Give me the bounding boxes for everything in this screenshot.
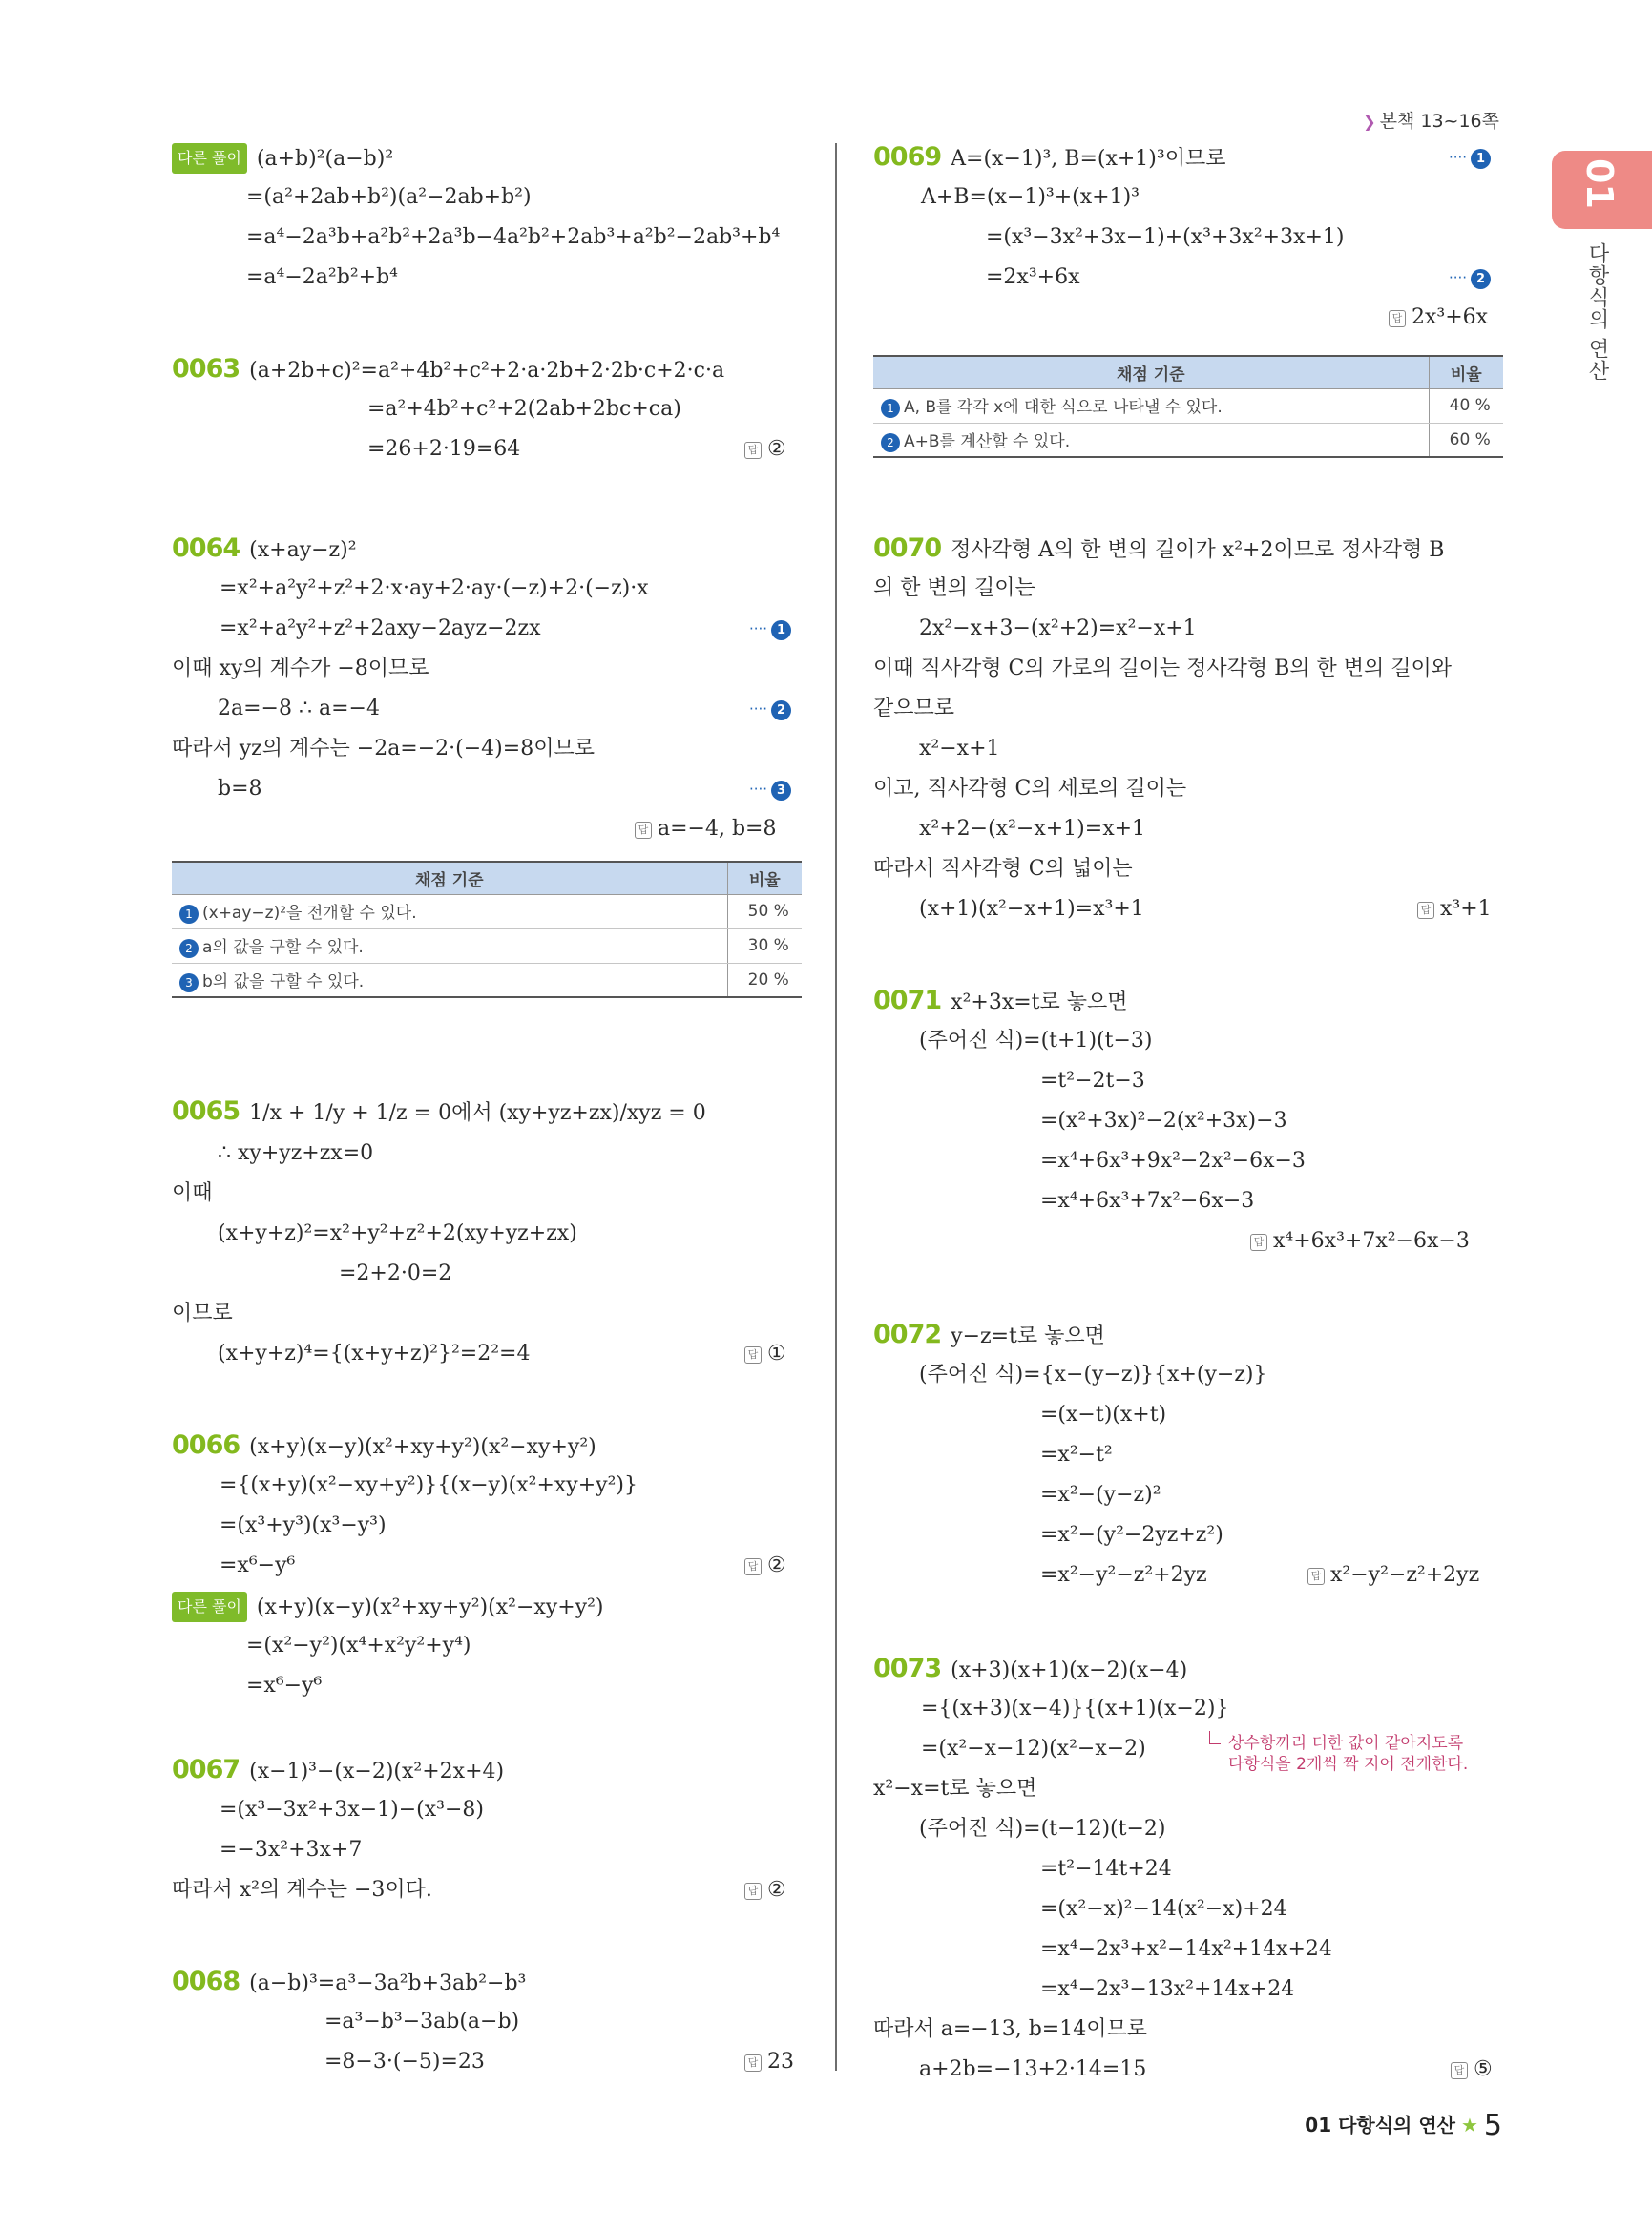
solution-line	[1040, 1561, 1207, 1590]
math-text: A=(x−1)³, B=(x+1)³이므로	[951, 147, 1226, 171]
math-text: (a+2b+c)²=a²+4b²+c²+2·a·2b+2·2b·c+2·c·a	[249, 359, 725, 383]
table-row	[873, 388, 1503, 423]
solution-line	[921, 1695, 1228, 1723]
math-text: (a+b)²(a−b)²	[256, 147, 394, 171]
solution-line	[220, 1471, 638, 1500]
solution-line	[873, 775, 1186, 803]
math-text: =x⁶−y⁶	[220, 1553, 296, 1577]
math-text: =t²−14t+24	[1040, 1857, 1172, 1881]
solution-line	[919, 735, 1000, 763]
math-text: x²+3x=t로 놓으면	[951, 990, 1128, 1014]
problem-line	[873, 1321, 1105, 1351]
answer-icon: 답	[744, 1558, 762, 1575]
answer-value: x²−y²−z²+2yz	[1330, 1563, 1480, 1587]
answer	[744, 1876, 786, 1905]
grading-table-0064	[172, 861, 802, 998]
answer	[744, 1552, 786, 1580]
problem-number: 0071	[873, 986, 942, 1015]
grading-criterion: a의 값을 구할 수 있다.	[202, 938, 364, 957]
solution-line	[218, 695, 380, 723]
answer-value: x⁴+6x³+7x²−6x−3	[1273, 1229, 1470, 1253]
answer-value: ②	[767, 1553, 786, 1577]
problem-number: 0064	[172, 533, 240, 563]
solution-line	[218, 775, 262, 803]
math-text: 따라서 a=−13, b=14이므로	[873, 2017, 1147, 2041]
ratio-header: 비율	[727, 862, 802, 894]
math-text: =(x³+y³)(x³−y³)	[220, 1513, 387, 1537]
step-dots: ····	[1449, 269, 1468, 286]
math-text: (x+3)(x+1)(x−2)(x−4)	[951, 1658, 1188, 1682]
alt-solution-line	[172, 1592, 603, 1622]
step-dots: ····	[749, 700, 768, 718]
math-text: =t²−2t−3	[1040, 1069, 1145, 1093]
math-text: (x+y+z)⁴={(x+y+z)²}²=2²=4	[218, 1342, 531, 1366]
math-text: (x+y+z)²=x²+y²+z²+2(xy+yz+zx)	[218, 1221, 577, 1245]
problem-number: 0063	[172, 354, 240, 384]
problem-line	[873, 987, 1128, 1017]
problem-line	[873, 1655, 1187, 1685]
math-text: (주어진 식)=(t+1)(t−3)	[919, 1029, 1153, 1053]
solution-line	[220, 1552, 295, 1580]
math-text: 이때 xy의 계수가 −8이므로	[172, 657, 429, 680]
math-text: =x⁴−2x³+x²−14x²+14x+24	[1040, 1937, 1332, 1961]
problem-number: 0073	[873, 1654, 942, 1683]
solution-line	[172, 1876, 432, 1905]
grading-criterion: (x+ay−z)²을 전개할 수 있다.	[202, 904, 417, 923]
grading-criterion: b의 값을 구할 수 있다.	[202, 971, 365, 991]
answer-value: ②	[767, 1878, 786, 1902]
math-text: (x+1)(x²−x+1)=x³+1	[919, 897, 1144, 921]
math-text: (x−1)³−(x−2)(x²+2x+4)	[249, 1760, 505, 1783]
star-icon: ★	[1460, 2114, 1478, 2137]
column-divider	[835, 143, 837, 2071]
math-text: 1/x + 1/y + 1/z = 0에서 (xy+yz+zx)/xyz = 0	[249, 1101, 706, 1125]
solution-line	[1040, 1401, 1166, 1429]
solution-line	[246, 223, 780, 252]
answer-value: a=−4, b=8	[658, 817, 777, 841]
page-footer	[1305, 2109, 1502, 2142]
solution-line	[986, 223, 1345, 252]
math-text: 이때	[172, 1181, 213, 1205]
step-1-icon: 1	[179, 905, 199, 924]
grading-ratio: 30 %	[727, 928, 802, 963]
solution-line	[246, 183, 532, 212]
math-text: =a⁴−2a²b²+b⁴	[246, 265, 398, 289]
answer-icon: 답	[1250, 1234, 1267, 1251]
math-text: =2+2·0=2	[339, 1261, 452, 1285]
solution-line	[1040, 1481, 1161, 1510]
math-text: =2x³+6x	[986, 265, 1080, 289]
table-row	[172, 894, 802, 928]
problem-line	[873, 534, 1444, 565]
step-2-icon: 2	[771, 700, 791, 720]
problem-number: 0072	[873, 1320, 942, 1349]
math-text: =(x³−3x²+3x−1)−(x³−8)	[220, 1798, 485, 1822]
footer-chapter: 01 다항식의 연산	[1305, 2114, 1455, 2137]
answer-value: 23	[767, 2050, 794, 2074]
page-number: 5	[1483, 2109, 1502, 2142]
solution-line	[919, 815, 1145, 844]
grading-header: 채점 기준	[873, 356, 1429, 388]
math-text: =(x−t)(x+t)	[1040, 1403, 1167, 1427]
math-text: (x+ay−z)²	[249, 538, 357, 562]
solution-line	[172, 1179, 213, 1208]
math-text: =(x³−3x²+3x−1)+(x³+3x²+3x+1)	[986, 225, 1345, 249]
solution-line	[367, 435, 520, 464]
problem-number: 0069	[873, 142, 942, 172]
problem-line	[172, 1756, 504, 1786]
table-row	[172, 928, 802, 963]
alt-solution-tag: 다른 풀이	[172, 143, 247, 174]
problem-line	[873, 143, 1225, 174]
math-text: 정사각형 A의 한 변의 길이가 x²+2이므로 정사각형 B	[951, 538, 1445, 562]
math-text: =(x²−y²)(x⁴+x²y²+y⁴)	[246, 1634, 471, 1658]
math-text: x²−x=t로 놓으면	[873, 1777, 1037, 1801]
answer-icon: 답	[1389, 310, 1406, 327]
math-text: =x²−(y−z)²	[1040, 1483, 1161, 1507]
step-2-icon: 2	[179, 939, 199, 958]
math-text: 이고, 직사각형 C의 세로의 길이는	[873, 777, 1187, 801]
solution-line	[339, 1260, 451, 1288]
ratio-header: 비율	[1429, 356, 1503, 388]
grading-criterion: A, B를 각각 x에 대한 식으로 나타낼 수 있다.	[904, 398, 1223, 417]
solution-line	[220, 615, 541, 643]
grading-ratio: 50 %	[727, 894, 802, 928]
step-1-icon: 1	[771, 620, 791, 640]
math-text: =x²+a²y²+z²+2·x·ay+2·ay·(−z)+2·(−z)·x	[220, 576, 649, 600]
solution-line	[246, 263, 398, 292]
answer-value: 2x³+6x	[1412, 305, 1489, 329]
solution-line	[246, 1672, 322, 1700]
math-text: =a²+4b²+c²+2(2ab+2bc+ca)	[367, 397, 681, 421]
math-text: x²−x+1	[919, 737, 1000, 761]
step-3-icon: 3	[771, 781, 791, 801]
solution-line	[1040, 1935, 1332, 1964]
answer-icon: 답	[744, 1883, 762, 1900]
grading-ratio: 20 %	[727, 963, 802, 997]
solution-line	[919, 1027, 1152, 1055]
math-text: a+2b=−13+2·14=15	[919, 2057, 1147, 2081]
problem-number: 0065	[172, 1096, 240, 1126]
math-text: ={(x+y)(x²−xy+y²)}{(x−y)(x²+xy+y²)}	[220, 1473, 638, 1497]
solution-line	[921, 1735, 1146, 1763]
grading-table-0069	[873, 355, 1503, 458]
math-text: A+B=(x−1)³+(x+1)³	[921, 185, 1140, 209]
note-bracket	[1209, 1731, 1221, 1744]
answer-icon: 답	[1307, 1568, 1325, 1585]
solution-line	[218, 1139, 373, 1168]
answer-icon: 답	[635, 822, 652, 839]
solution-line	[218, 1340, 531, 1368]
grading-header: 채점 기준	[172, 862, 727, 894]
step-dots: ····	[749, 620, 768, 637]
math-text: =a³−b³−3ab(a−b)	[324, 2010, 520, 2033]
math-text: 같으므로	[873, 697, 955, 720]
math-text: (x+y)(x−y)(x²+xy+y²)(x²−xy+y²)	[249, 1435, 596, 1459]
math-text: =26+2·19=64	[367, 437, 521, 461]
solution-line	[1040, 1975, 1294, 2004]
chapter-title-vertical: 다항식의 연산	[1585, 242, 1609, 382]
math-text: =x⁶−y⁶	[246, 1674, 323, 1698]
solution-line	[873, 2015, 1147, 2044]
problem-line	[172, 1097, 706, 1128]
grading-criterion: A+B를 계산할 수 있다.	[904, 431, 1071, 451]
note-0073: 상수항끼리 더한 값이 같아지도록 다항식을 2개씩 짝 지어 전개한다.	[1228, 1734, 1469, 1774]
solution-line	[1040, 1187, 1254, 1216]
math-text: =8−3·(−5)=23	[324, 2050, 485, 2074]
math-text: 따라서 yz의 계수는 −2a=−2·(−4)=8이므로	[172, 737, 595, 761]
answer	[635, 815, 776, 844]
solution-line	[367, 395, 681, 424]
solution-line	[873, 855, 1133, 884]
step-marker	[1449, 143, 1491, 172]
math-text: 따라서 직사각형 C의 넓이는	[873, 857, 1133, 881]
solution-line	[1040, 1521, 1223, 1550]
answer	[1250, 1227, 1470, 1256]
step-1-icon: 1	[881, 399, 900, 418]
math-text: =x⁴−2x³−13x²+14x+24	[1040, 1977, 1295, 2001]
book-page-reference: ❯ 본책 13~16쪽	[1363, 111, 1499, 132]
solution-line	[220, 1512, 387, 1540]
answer-icon: 답	[744, 1346, 762, 1364]
problem-number: 0067	[172, 1755, 240, 1784]
math-text: (x+y)(x−y)(x²+xy+y²)(x²−xy+y²)	[256, 1595, 604, 1619]
solution-line	[921, 183, 1140, 212]
alt-solution-line	[172, 143, 393, 174]
answer-value: ①	[767, 1342, 786, 1366]
math-text: =x²+a²y²+z²+2axy−2ayz−2zx	[220, 616, 541, 640]
solution-line	[919, 1815, 1165, 1844]
solution-line	[919, 2055, 1146, 2084]
solution-line	[873, 695, 954, 723]
solution-line	[172, 655, 429, 683]
math-text: ∴ xy+yz+zx=0	[218, 1141, 374, 1165]
problem-line	[172, 534, 357, 565]
solution-line	[324, 2048, 485, 2076]
answer-value: ②	[767, 437, 786, 461]
solution-line	[172, 1300, 233, 1328]
solution-line	[873, 574, 1035, 603]
math-text: =−3x²+3x+7	[220, 1838, 363, 1862]
math-text: 2x²−x+3−(x²+2)=x²−x+1	[919, 616, 1197, 640]
solution-line	[218, 1220, 577, 1248]
answer	[744, 2048, 794, 2076]
math-text: =(x²−x)²−14(x²−x)+24	[1040, 1897, 1287, 1921]
math-text: y−z=t로 놓으면	[951, 1324, 1105, 1348]
solution-line	[873, 1775, 1036, 1804]
math-text: =x²−(y²−2yz+z²)	[1040, 1523, 1223, 1547]
chevron-right-icon: ❯	[1363, 113, 1376, 131]
solution-line	[220, 574, 649, 603]
solution-line	[919, 895, 1144, 924]
alt-solution-tag: 다른 풀이	[172, 1592, 247, 1622]
answer-icon: 답	[1451, 2062, 1468, 2079]
math-text: ={(x+3)(x−4)}{(x+1)(x−2)}	[921, 1697, 1229, 1720]
step-3-icon: 3	[179, 973, 199, 992]
math-text: =x⁴+6x³+9x²−2x²−6x−3	[1040, 1149, 1306, 1173]
solution-line	[1040, 1895, 1287, 1924]
step-marker	[1449, 263, 1491, 292]
math-text: x²+2−(x²−x+1)=x+1	[919, 817, 1146, 841]
problem-number: 0068	[172, 1967, 240, 1996]
answer-value: ⑤	[1474, 2057, 1493, 2081]
chapter-number: 01	[1579, 158, 1621, 209]
answer-icon: 답	[1417, 902, 1434, 919]
math-text: b=8	[218, 777, 262, 801]
math-text: =a⁴−2a³b+a²b²+2a³b−4a²b²+2ab³+a²b²−2ab³+b⁴	[246, 225, 781, 249]
solution-line	[1040, 1067, 1145, 1095]
answer	[744, 1340, 786, 1368]
step-2-icon: 2	[881, 433, 900, 452]
answer	[744, 435, 786, 464]
problem-line	[172, 355, 724, 386]
math-text: 의 한 변의 길이는	[873, 576, 1035, 600]
answer	[1389, 303, 1488, 332]
chapter-tab	[1552, 151, 1652, 229]
problem-number: 0066	[172, 1430, 240, 1460]
solution-line	[1040, 1147, 1306, 1176]
math-text: (주어진 식)=(t−12)(t−2)	[919, 1817, 1166, 1841]
step-dots: ····	[749, 781, 768, 798]
solution-line	[1040, 1855, 1172, 1884]
step-marker	[749, 775, 791, 803]
answer-value: x³+1	[1440, 897, 1492, 921]
answer-icon: 답	[744, 2054, 762, 2072]
math-text: 이므로	[172, 1302, 233, 1325]
math-text: =x²−t²	[1040, 1443, 1113, 1467]
math-text: =x²−y²−z²+2yz	[1040, 1563, 1207, 1587]
solution-line	[919, 615, 1197, 643]
step-dots: ····	[1449, 149, 1468, 166]
math-text: =(x²+3x)²−2(x²+3x)−3	[1040, 1109, 1287, 1133]
answer	[1451, 2055, 1493, 2084]
solution-line	[220, 1796, 484, 1824]
table-row	[873, 423, 1503, 457]
math-text: 이때 직사각형 C의 가로의 길이는 정사각형 B의 한 변의 길이와	[873, 657, 1452, 680]
answer-icon: 답	[744, 442, 762, 459]
step-2-icon: 2	[1471, 269, 1491, 289]
grading-ratio: 60 %	[1429, 423, 1503, 457]
problem-number: 0070	[873, 533, 942, 563]
math-text: (주어진 식)={x−(y−z)}{x+(y−z)}	[919, 1363, 1267, 1387]
table-row	[172, 963, 802, 997]
answer	[1417, 895, 1492, 924]
step-marker	[749, 695, 791, 723]
solution-line	[1040, 1107, 1287, 1136]
math-text: =(a²+2ab+b²)(a²−2ab+b²)	[246, 185, 532, 209]
solution-line	[986, 263, 1080, 292]
problem-line	[172, 1968, 526, 1998]
step-marker	[749, 615, 791, 643]
problem-line	[172, 1431, 596, 1462]
step-1-icon: 1	[1471, 149, 1491, 169]
solution-line	[873, 655, 1452, 683]
solution-line	[246, 1632, 471, 1660]
solution-line	[324, 2008, 519, 2036]
math-text: =x⁴+6x³+7x²−6x−3	[1040, 1189, 1255, 1213]
solution-line	[220, 1836, 362, 1865]
math-text: 따라서 x²의 계수는 −3이다.	[172, 1878, 432, 1902]
solution-line	[172, 735, 595, 763]
solution-line	[1040, 1441, 1113, 1470]
math-text: 2a=−8 ∴ a=−4	[218, 697, 380, 720]
math-text: (a−b)³=a³−3a²b+3ab²−b³	[249, 1971, 527, 1995]
grading-ratio: 40 %	[1429, 388, 1503, 423]
solution-line	[919, 1361, 1267, 1389]
math-text: =(x²−x−12)(x²−x−2)	[921, 1737, 1146, 1761]
answer	[1307, 1561, 1479, 1590]
